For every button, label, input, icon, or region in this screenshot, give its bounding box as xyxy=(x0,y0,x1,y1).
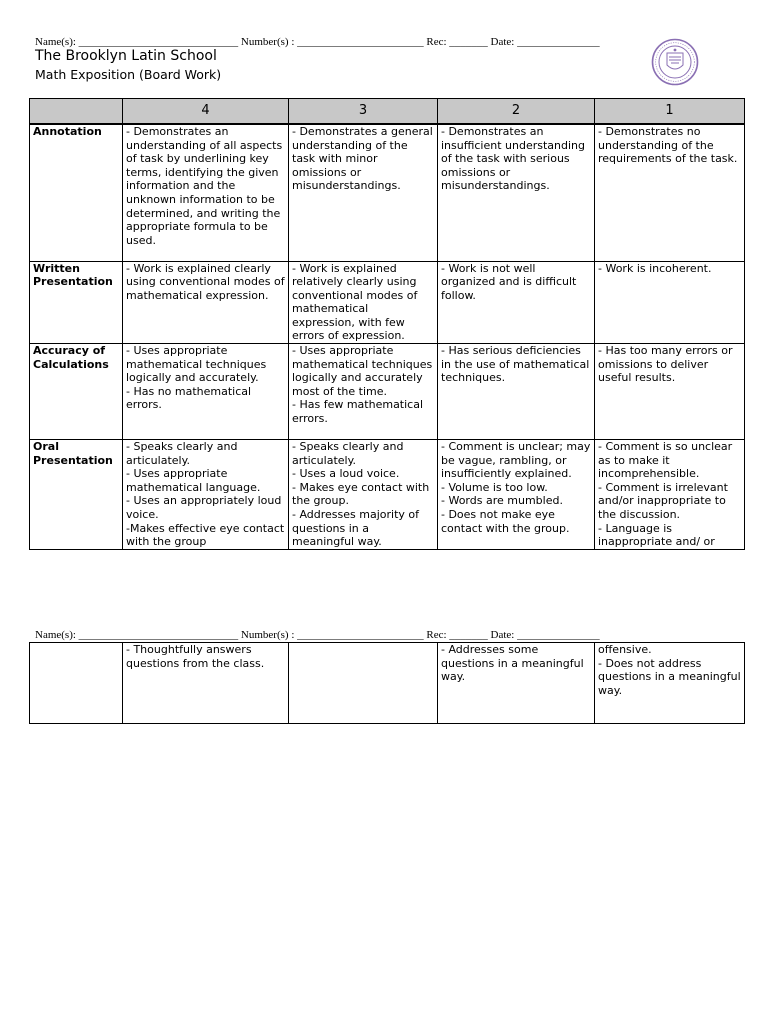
rubric-cell xyxy=(289,643,438,724)
rubric-table xyxy=(29,98,745,550)
row-label: Written Presentation xyxy=(30,261,123,344)
rubric-subtitle: Math Exposition (Board Work) xyxy=(35,67,222,82)
rubric-cell: - Work is not well organized and is difficult follow. xyxy=(438,261,595,344)
rubric-cell: - Work is explained clearly using conventional modes of mathematical expression. xyxy=(123,261,289,344)
rubric-cell: - Demonstrates no understanding of the requirements of the task. xyxy=(595,124,745,261)
rubric-row-written-presentation xyxy=(30,261,745,344)
rubric-cell: - Addresses some questions in a meaningful way. xyxy=(438,643,595,724)
rubric-cell: - Demonstrates a general understanding of the task with minor omissions or misunderstandings. xyxy=(289,124,438,261)
header-cell-score-3: 3 xyxy=(289,99,438,125)
rubric-cell: - Comment is unclear; may be vague, rambling, or insufficiently explained. - Volume is too low. - Words are mumbled. - Does not make eye contact with the group. xyxy=(438,440,595,550)
header-cell-criteria xyxy=(30,99,123,125)
name-number-date-fields: Name(s): _____________________________ Number(s) : _______________________ Rec: _______ Date: _______________ xyxy=(35,36,600,48)
rubric-header-row xyxy=(30,99,745,125)
rubric-cell: - Uses appropriate mathematical techniques logically and accurately most of the time. - Has few mathematical errors. xyxy=(289,344,438,440)
header-cell-score-1: 1 xyxy=(595,99,745,125)
page2-name-number-date-fields: Name(s): _____________________________ Number(s) : _______________________ Rec: _______ Date: _______________ xyxy=(35,629,600,641)
rubric-cell: - Speaks clearly and articulately. - Uses a loud voice. - Makes eye contact with the group. - Addresses majority of questions in a meaningful way. xyxy=(289,440,438,550)
rubric-cell: - Demonstrates an insufficient understanding of the task with serious omissions or misunderstandings. xyxy=(438,124,595,261)
rubric-cell: - Demonstrates an understanding of all aspects of task by underlining key terms, identifying the given information and the unknown information to be determined, and writing the appropriate formula to be used. xyxy=(123,124,289,261)
rubric-cell: - Uses appropriate mathematical techniques logically and accurately. - Has no mathematical errors. xyxy=(123,344,289,440)
rubric-row-oral-presentation-continued xyxy=(30,643,745,724)
header-cell-score-2: 2 xyxy=(438,99,595,125)
rubric-cell: - Work is explained relatively clearly using conventional modes of mathematical expression, with few errors of expression. xyxy=(289,261,438,344)
row-label: Oral Presentation xyxy=(30,440,123,550)
rubric-row-accuracy xyxy=(30,344,745,440)
header-cell-score-4: 4 xyxy=(123,99,289,125)
rubric-cell: - Comment is so unclear as to make it incomprehensible. - Comment is irrelevant and/or inappropriate to the discussion. - Language is inappropriate and/ or xyxy=(595,440,745,550)
rubric-cell: offensive. - Does not address questions in a meaningful way. xyxy=(595,643,745,724)
row-label xyxy=(30,643,123,724)
rubric-cell: - Speaks clearly and articulately. - Uses appropriate mathematical language. - Uses an appropriately loud voice. -Makes effective eye contact with the group xyxy=(123,440,289,550)
rubric-cell: - Has serious deficiencies in the use of mathematical techniques. xyxy=(438,344,595,440)
rubric-table-continuation xyxy=(29,642,745,724)
row-label: Accuracy of Calculations xyxy=(30,344,123,440)
rubric-row-annotation xyxy=(30,124,745,261)
rubric-row-oral-presentation xyxy=(30,440,745,550)
row-label: Annotation xyxy=(30,124,123,261)
rubric-cell: - Thoughtfully answers questions from the class. xyxy=(123,643,289,724)
school-title: The Brooklyn Latin School xyxy=(35,48,217,64)
school-seal-icon xyxy=(651,38,699,86)
rubric-cell: - Has too many errors or omissions to deliver useful results. xyxy=(595,344,745,440)
rubric-cell: - Work is incoherent. xyxy=(595,261,745,344)
